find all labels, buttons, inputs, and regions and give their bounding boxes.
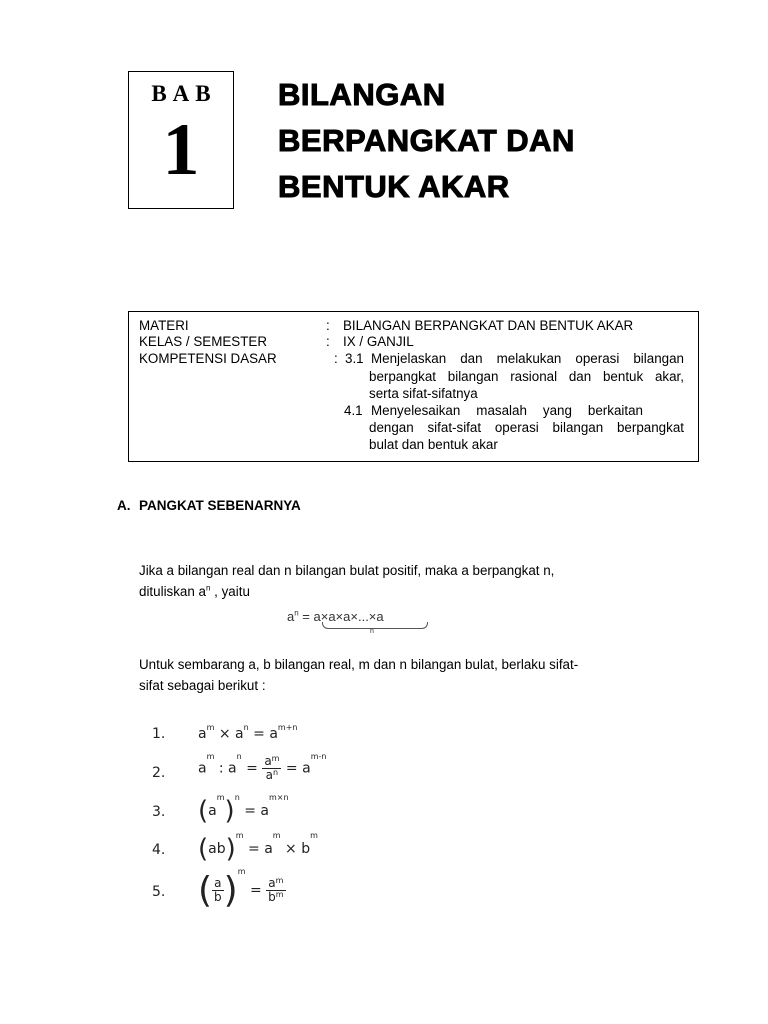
property-number: 2. bbox=[152, 765, 166, 781]
property-formula: ( $\frac{a}{b}$ )$^m$ = $\frac{a^m}{b^m}$ bbox=[198, 867, 284, 911]
chapter-number-box bbox=[128, 71, 234, 209]
kd1-number: 3.1 bbox=[345, 351, 364, 366]
kd2-line-1: Menyelesaikan masalah yang berkaitan bbox=[371, 403, 643, 418]
kelas-value: IX / GANJIL bbox=[343, 334, 414, 349]
definition-line-1: Jika a bilangan real dan n bilangan bulat positif, maka a berpangkat n, bbox=[139, 563, 555, 578]
definition-line-2: dituliskan $a^n$ , yaitu bbox=[139, 583, 250, 599]
materi-value: BILANGAN BERPANGKAT DAN BENTUK AKAR bbox=[343, 318, 634, 333]
course-info-box bbox=[128, 311, 699, 462]
property-formula: $a^m \times a^n = a^{m+n}$ bbox=[198, 723, 298, 742]
definition-paragraph bbox=[139, 560, 554, 602]
materi-label: MATERI bbox=[139, 318, 189, 333]
kd1-line-3: serta sifat-sifatnya bbox=[369, 386, 478, 401]
property-number: 4. bbox=[152, 842, 166, 858]
underbrace-label: n bbox=[370, 628, 374, 635]
chapter-label: BAB bbox=[151, 81, 217, 106]
chapter-number: 1 bbox=[162, 109, 200, 191]
property-number: 1. bbox=[152, 726, 166, 742]
kelas-colon: : bbox=[326, 334, 330, 349]
kd-label: KOMPETENSI DASAR bbox=[139, 351, 277, 366]
kd1-line-1: Menjelaskan dan melakukan operasi bilangan bbox=[371, 351, 684, 366]
property-formula: $(ab)^m = a^m \times b^m$ bbox=[198, 831, 318, 864]
kd2-number: 4.1 bbox=[344, 403, 363, 418]
kd2-line-3: bulat dan bentuk akar bbox=[369, 437, 498, 452]
kd1-line-2: berpangkat bilangan rasional dan bentuk akar, bbox=[369, 369, 684, 384]
chapter-title-line-1: BILANGAN bbox=[278, 77, 446, 112]
power-definition-formula: $a^n = a\times a\times a\times...\times a$ bbox=[287, 608, 384, 624]
section-letter: A. bbox=[117, 498, 131, 513]
property-number: 5. bbox=[152, 884, 166, 900]
kd-colon: : bbox=[334, 351, 338, 366]
underbrace bbox=[322, 622, 428, 629]
section-title: PANGKAT SEBENARNYA bbox=[139, 498, 301, 513]
kelas-label: KELAS / SEMESTER bbox=[139, 334, 267, 349]
chapter-title-line-2: BERPANGKAT DAN bbox=[278, 123, 575, 158]
chapter-title bbox=[278, 72, 718, 210]
properties-intro-line-1: Untuk sembarang a, b bilangan real, m dan n bilangan bulat, berlaku sifat- bbox=[139, 657, 579, 672]
properties-intro bbox=[139, 654, 578, 696]
section-heading bbox=[117, 498, 301, 513]
kd2-line-2: dengan sifat-sifat operasi bilangan berpangkat bbox=[369, 420, 684, 435]
property-number: 3. bbox=[152, 804, 166, 820]
property-formula: $(a^m)^n = a^{m\times n}$ bbox=[198, 793, 289, 826]
chapter-title-line-3: BENTUK AKAR bbox=[278, 169, 510, 204]
property-formula: $a^m$ : $a^n$ = $\frac{a^m}{a^n}$ = $a^{m-n}$ bbox=[198, 752, 327, 782]
materi-colon: : bbox=[326, 318, 330, 333]
properties-intro-line-2: sifat sebagai berikut : bbox=[139, 678, 266, 693]
